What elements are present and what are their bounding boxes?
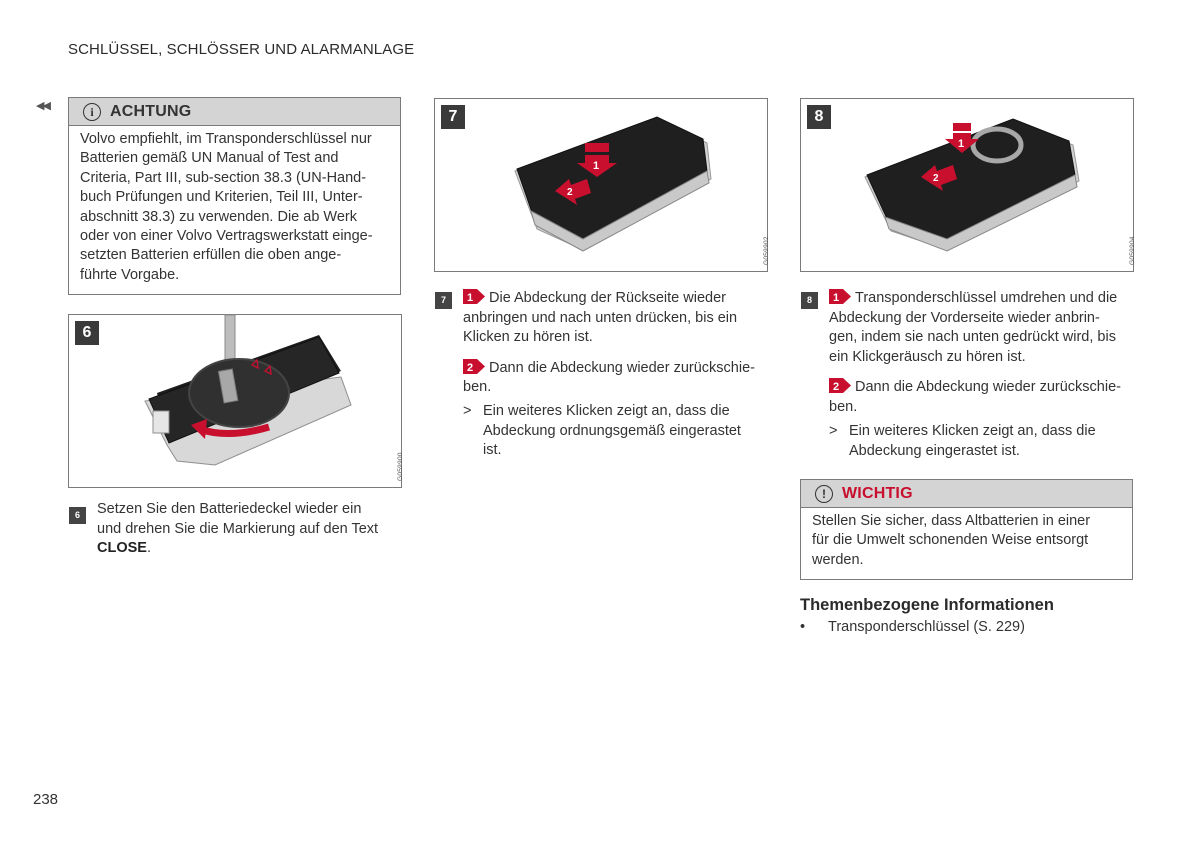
key-front-cover-illustration: [801, 99, 1135, 273]
achtung-line: abschnitt 38.3) zu verwenden. Die ab Werk: [80, 208, 357, 225]
step-line: Abdeckung der Vorderseite wieder anbrin-: [829, 309, 1100, 326]
wichtig-text: [801, 508, 1132, 578]
achtung-title: ACHTUNG: [110, 102, 192, 120]
step-line: [97, 539, 407, 559]
step-line: [463, 359, 773, 379]
wichtig-notice-header: [801, 480, 1132, 508]
related-link-item[interactable]: [800, 618, 1025, 638]
key-battery-cover-illustration: [69, 315, 403, 489]
step-line: ein Klickgeräusch zu hören ist.: [829, 348, 1026, 365]
step-line: [463, 289, 773, 309]
achtung-text: [69, 126, 400, 293]
wichtig-title: WICHTIG: [842, 484, 913, 502]
info-icon: i: [83, 103, 101, 121]
achtung-line: oder von einer Volvo Vertragswerkstatt einge-: [80, 228, 373, 245]
step-line: ben.: [463, 379, 492, 395]
svg-text:2: 2: [933, 173, 939, 184]
result-symbol: >: [829, 423, 838, 439]
step-line: anbringen und nach unten drücken, bis ein: [463, 309, 738, 326]
achtung-line: Batterien gemäß UN Manual of Test and: [80, 150, 339, 167]
red-marker-1-icon: [463, 289, 485, 304]
step-line-text: Transponderschlüssel umdrehen und die: [855, 290, 1118, 306]
step-line: [829, 289, 1139, 309]
page-header-title: SCHLÜSSEL, SCHLÖSSER UND ALARMANLAGE: [68, 41, 415, 58]
figure-code: G059902: [763, 236, 770, 265]
step-line: gen, indem sie nach unten gedrückt wird, bis: [829, 329, 1116, 345]
step-7-result: [463, 402, 773, 461]
figure-code: G059904: [1129, 236, 1136, 265]
red-marker-2-icon: [463, 359, 485, 374]
step-line-text: Dann die Abdeckung wieder zurückschie-: [489, 359, 755, 376]
achtung-line: buch Prüfungen und Kriterien, Teil III, Unter-: [80, 189, 363, 206]
achtung-notice-header: [69, 98, 400, 126]
red-marker-1-icon: [829, 289, 851, 304]
achtung-line: Criteria, Part III, sub-section 38.3 (UN-Hand-: [80, 169, 367, 186]
step-badge: 7: [435, 292, 452, 309]
svg-text:1: 1: [833, 292, 840, 304]
step-line: Setzen Sie den Batteriedeckel wieder ein: [97, 501, 362, 517]
result-line: Ein weiteres Klicken zeigt an, dass die: [849, 423, 1096, 439]
figure-8: [800, 98, 1134, 272]
svg-text:1: 1: [958, 138, 965, 150]
figure-6: [68, 314, 402, 488]
wichtig-line: für die Umwelt schonenden Weise entsorgt: [812, 532, 1089, 549]
svg-text:2: 2: [567, 187, 573, 198]
achtung-notice: [68, 97, 401, 295]
step-6-text: [97, 500, 407, 559]
step-line: [829, 378, 1139, 398]
result-line: Abdeckung eingerastet ist.: [849, 442, 1020, 459]
figure-code: G059900: [397, 452, 404, 481]
svg-text:1: 1: [467, 292, 474, 304]
back-arrows-icon[interactable]: ◀◀: [36, 100, 49, 112]
figure-number: 7: [441, 105, 465, 129]
exclamation-icon: !: [815, 485, 833, 503]
step-badge: 8: [801, 292, 818, 309]
result-line: ist.: [483, 442, 502, 458]
wichtig-line: werden.: [812, 551, 864, 568]
step-line: Klicken zu hören ist.: [463, 329, 593, 345]
svg-text:2: 2: [467, 361, 474, 374]
key-back-cover-illustration: [435, 99, 769, 273]
related-link-text[interactable]: Transponderschlüssel (S. 229): [828, 619, 1025, 635]
result-line: Abdeckung ordnungsgemäß eingerastet: [483, 422, 741, 439]
step-line: und drehen Sie die Markierung auf den Text: [97, 520, 379, 537]
close-label: CLOSE: [97, 540, 147, 556]
result-symbol: >: [463, 403, 472, 419]
result-line: Ein weiteres Klicken zeigt an, dass die: [483, 403, 730, 419]
wichtig-line: Stellen Sie sicher, dass Altbatterien in einer: [812, 513, 1091, 529]
step-7-text: [463, 289, 773, 398]
achtung-line: Volvo empfiehlt, im Transponderschlüssel nur: [80, 131, 372, 147]
red-marker-2-icon: [829, 378, 851, 393]
svg-text:1: 1: [593, 160, 600, 172]
step-line-text: Dann die Abdeckung wieder zurückschie-: [855, 379, 1121, 395]
step-tail: .: [146, 540, 151, 556]
figure-7: [434, 98, 768, 272]
step-badge: 6: [69, 507, 86, 524]
bullet: •: [800, 619, 806, 635]
step-line: ben.: [829, 398, 858, 415]
step-8-result: [829, 422, 1139, 461]
achtung-line: setzten Batterien erfüllen die oben ange-: [80, 247, 342, 264]
step-8-text: [829, 289, 1139, 417]
step-line-text: Die Abdeckung der Rückseite wieder: [489, 290, 726, 306]
achtung-line: führte Vorgabe.: [80, 266, 180, 283]
figure-number: 8: [807, 105, 831, 129]
figure-number: 6: [75, 321, 99, 345]
page-number: 238: [33, 791, 59, 808]
related-info-heading: Themenbezogene Informationen: [800, 596, 1054, 614]
svg-text:2: 2: [833, 381, 840, 393]
wichtig-notice: [800, 479, 1133, 580]
